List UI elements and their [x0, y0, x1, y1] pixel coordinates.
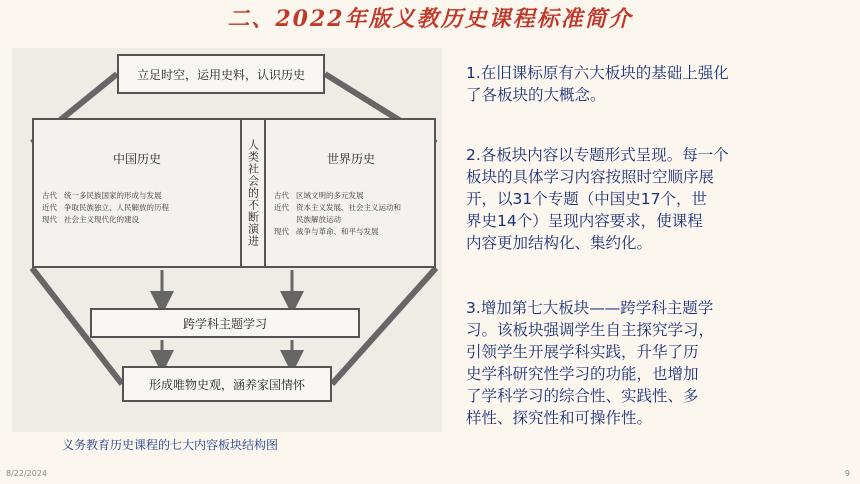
world-row: 古代 区域文明的多元发展 — [274, 191, 364, 200]
slide-title: 二、2022年版义教历史课程标准简介 — [227, 6, 633, 32]
point-3: 3.增加第七大板块——跨学科主题学 习。该板块强调学生自主探究学习， 引领学生开展学科实践，升华了历 史学科研究性学习的功能，也增加 了学科学习的综合性、实践性、多 样性、探究性和可操作性。 — [466, 299, 715, 427]
china-history-panel — [34, 120, 240, 266]
china-history-rows — [42, 190, 169, 226]
point-1: 1.在旧课标原有六大板块的基础上强化 了各板块的大概念。 — [466, 64, 729, 104]
point-2: 2.各板块内容以专题形式呈现。每一个 板块的具体学习内容按照时空顺序展 开，以31个专题（中国史17个，世 界史14个）呈现内容要求，使课程 内容更加结构化、集约化。 — [466, 146, 729, 252]
middle-box — [32, 118, 436, 268]
structure-diagram — [12, 48, 442, 432]
china-row: 古代 统一多民族国家的形成与发展 — [42, 191, 162, 200]
human-society-label: 人类社会的不断演进 — [240, 120, 266, 266]
world-row: 近代 资本主义发展、社会主义运动和 — [274, 203, 401, 212]
bottom-box: 形成唯物史观，涵养家国情怀 — [122, 366, 332, 402]
world-row: 民族解放运动 — [296, 215, 341, 224]
world-history-rows — [274, 190, 401, 238]
top-box: 立足时空，运用史料，认识历史 — [117, 54, 325, 94]
world-row: 现代 战争与革命、和平与发展 — [274, 227, 379, 236]
figure-caption: 义务教育历史课程的七大内容板块结构图 — [62, 438, 279, 452]
page-number: 9 — [844, 469, 850, 478]
slide-date: 8/22/2024 — [6, 469, 48, 478]
world-history-panel — [266, 120, 436, 266]
china-history-title: 中国历史 — [112, 152, 161, 166]
china-row: 近代 争取民族独立、人民解放的历程 — [42, 203, 169, 212]
china-row: 现代 社会主义现代化的建设 — [42, 215, 139, 224]
world-history-title: 世界历史 — [326, 152, 375, 166]
cross-discipline-box: 跨学科主题学习 — [90, 308, 360, 338]
